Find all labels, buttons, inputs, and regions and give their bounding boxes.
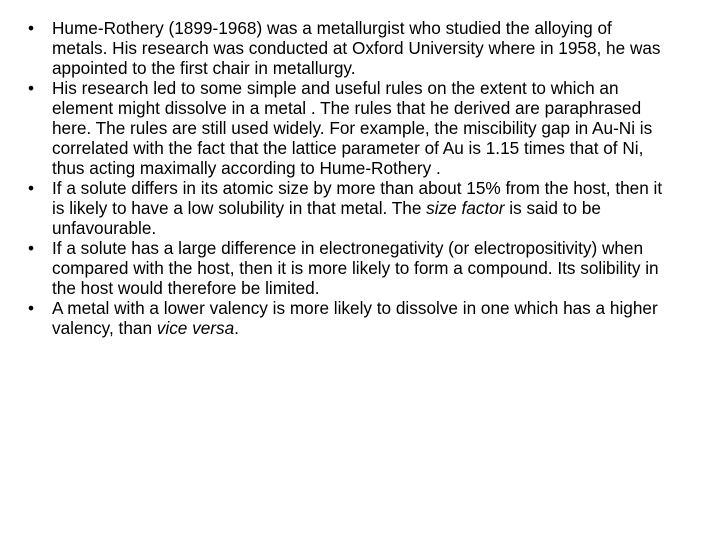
bullet-text-segment: Hume-Rothery (1899-1968) was a metallurgist who studied the alloying of metals. His research was conducted at Oxford University where in 1958, he was appointed to the first chair in metallurgy. (52, 18, 661, 78)
bullet-dot-icon: • (28, 18, 35, 38)
bullet-dot-icon: • (28, 78, 35, 98)
bullet-text-segment: is said to be unfavourable. (52, 198, 601, 238)
bullet-text-segment: His research led to some simple and useful rules on the extent to which an element might dissolve in a metal . The rules that he derived are paraphrased here. The rules are still used widely. For example, the miscibility gap in Au-Ni is correlated with the fact that the lattice parameter of Au is 1.15 times that of Ni, thus acting maximally according to Hume-Rothery . (52, 78, 653, 178)
bullet-text-segment: If a solute has a large difference in electronegativity (or electropositivity) when compared with the host, then it is more likely to form a compound. Its solibility in the host would therefore be limited. (52, 238, 659, 298)
bullet-list (28, 18, 668, 338)
bullet-text-emphasis: vice versa (156, 318, 235, 338)
bullet-text (52, 178, 662, 238)
bullet-dot-icon: • (28, 298, 35, 318)
bullet-text (52, 18, 661, 78)
bullet-item-hume-rothery-bio (28, 18, 668, 78)
bullet-text (52, 238, 659, 298)
bullet-item-rules-intro (28, 78, 668, 178)
bullet-text-emphasis: size factor (426, 198, 505, 218)
bullet-item-valency (28, 298, 668, 338)
bullet-text-segment: If a solute differs in its atomic size by more than about 15% from the host, then it is likely to have a low solubility in that metal. The (52, 178, 663, 218)
bullet-text-segment: A metal with a lower valency is more likely to dissolve in one which has a higher valency, than (52, 298, 658, 338)
bullet-text-segment: . (234, 318, 239, 338)
bullet-text (52, 78, 652, 178)
bullet-item-electronegativity (28, 238, 668, 298)
bullet-dot-icon: • (28, 178, 35, 198)
bullet-item-size-factor (28, 178, 668, 238)
bullet-text (52, 298, 658, 338)
bullet-dot-icon: • (28, 238, 35, 258)
